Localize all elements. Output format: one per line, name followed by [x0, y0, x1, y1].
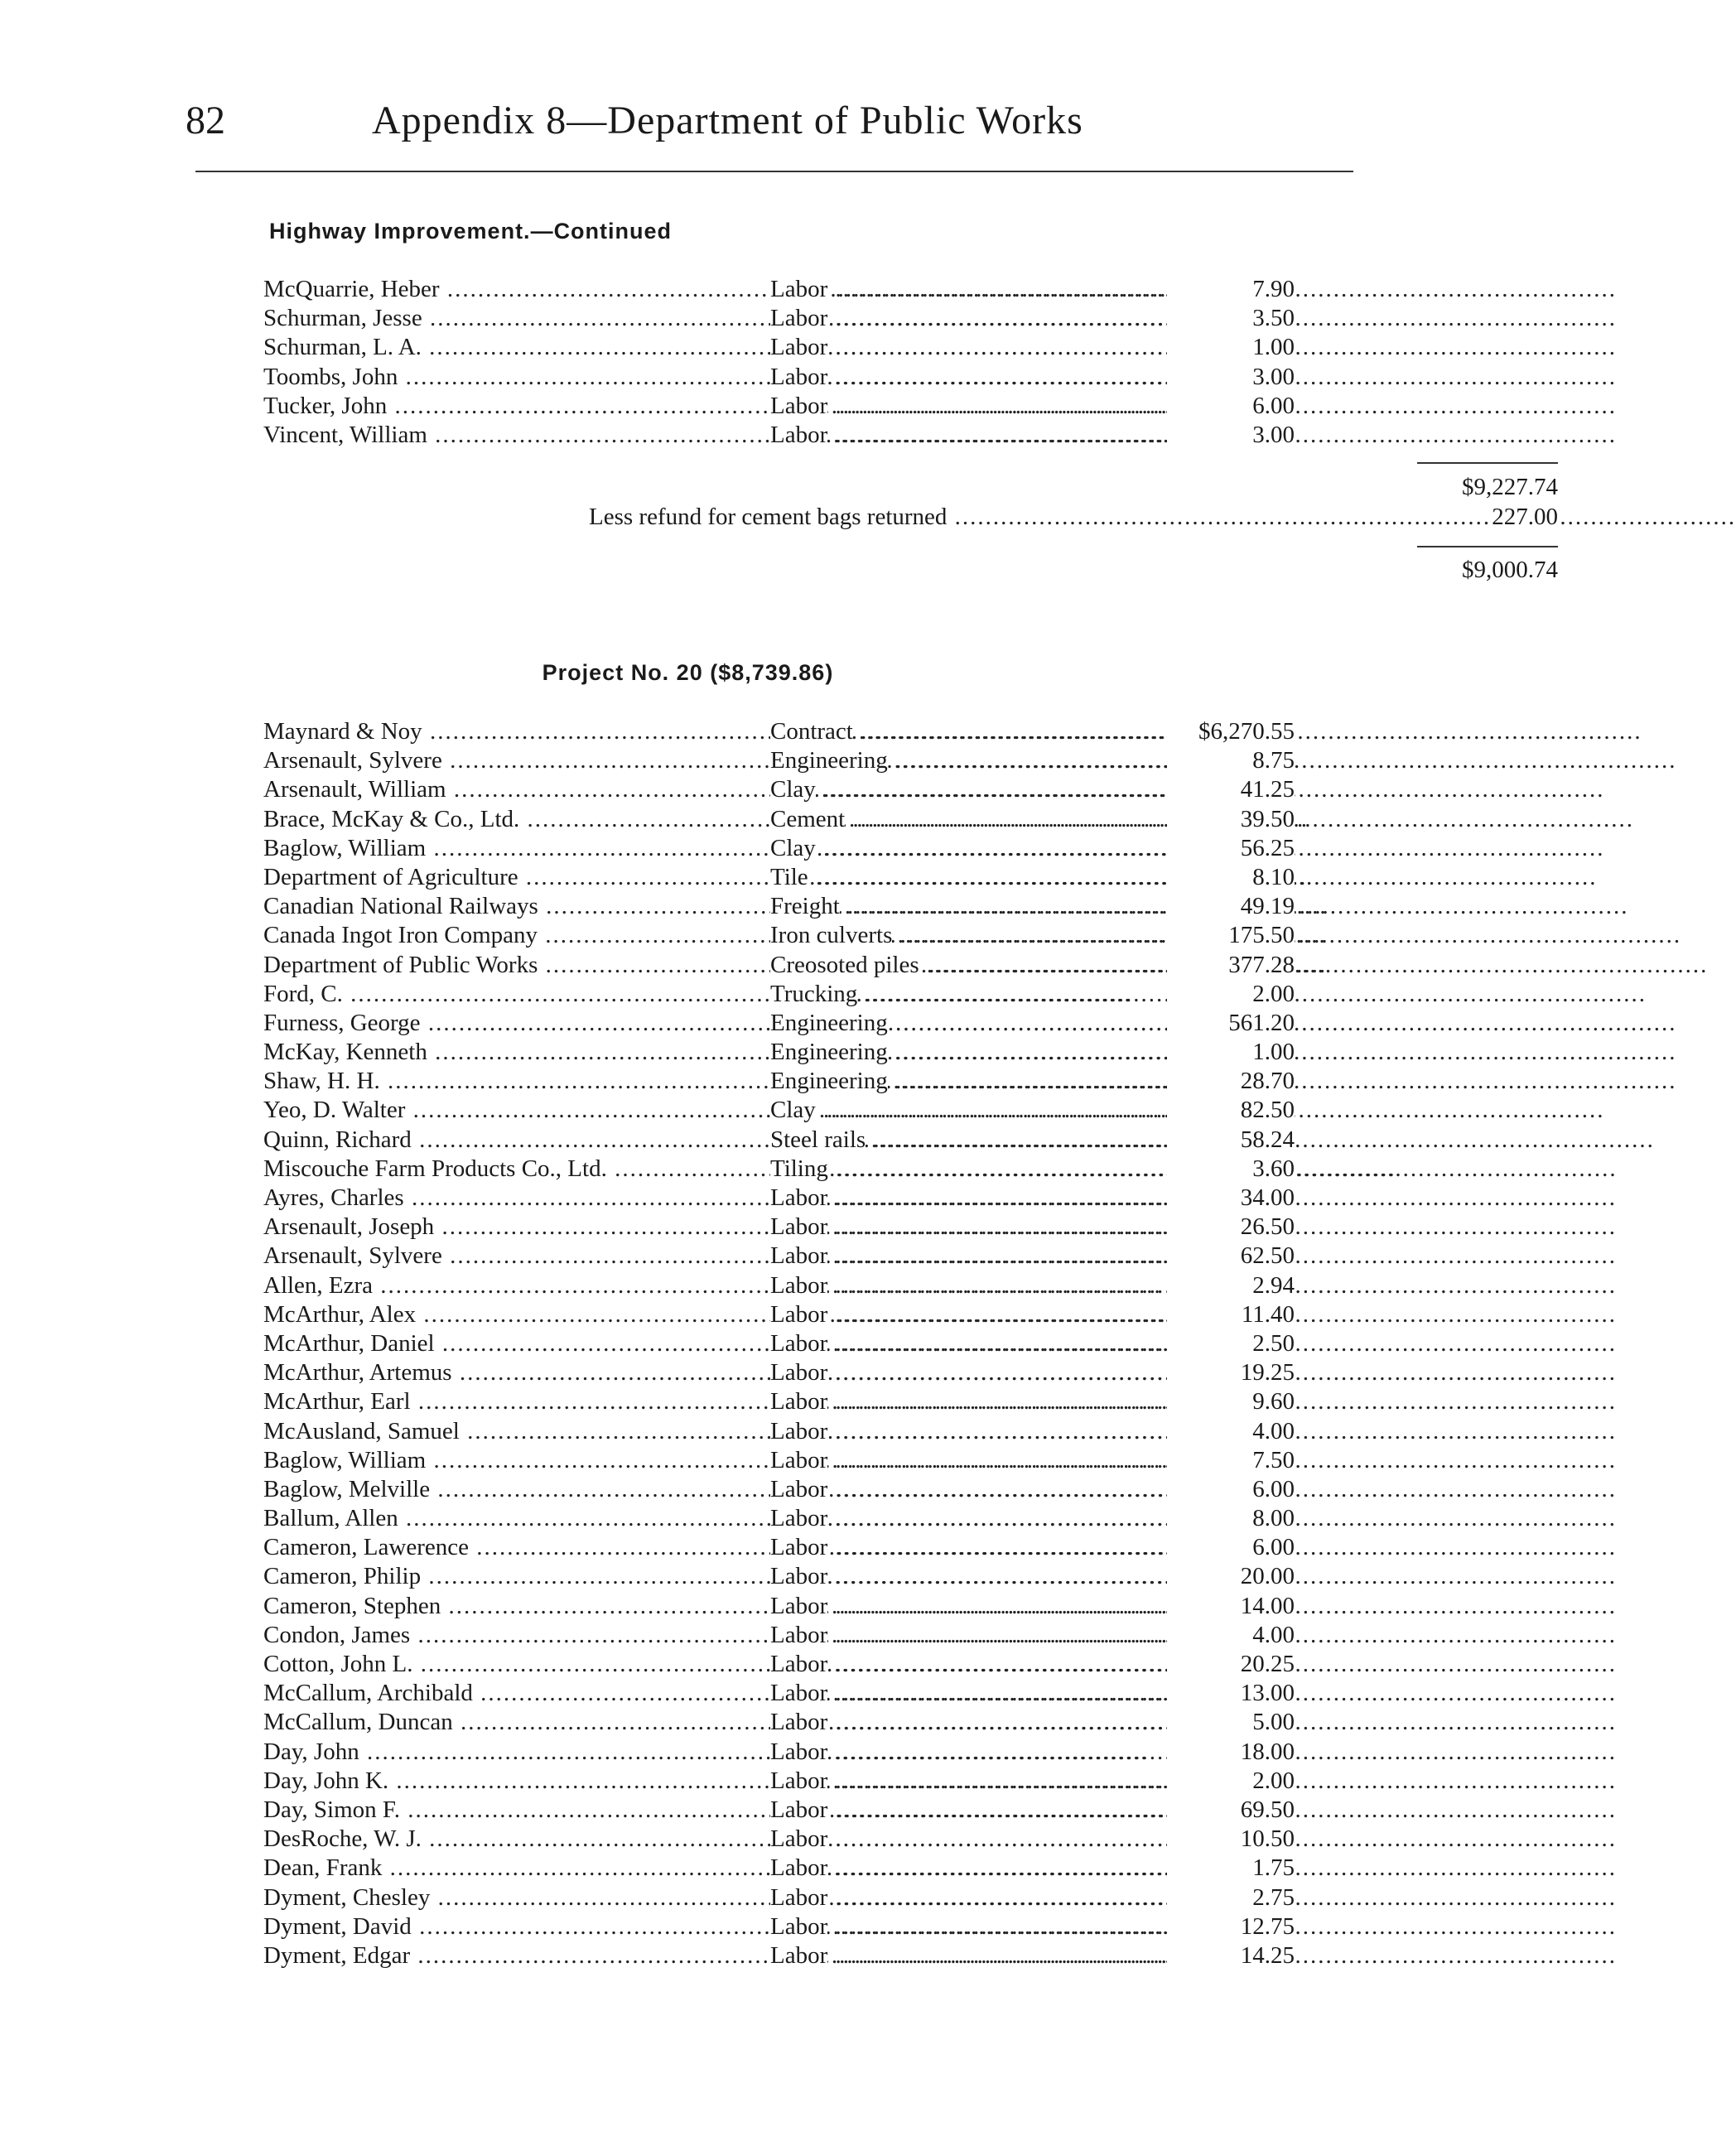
ledger-row	[263, 1767, 1295, 1796]
expense-item: Labor .....	[770, 1796, 1201, 1825]
amount: 2.75	[1167, 1883, 1295, 1912]
expense-item: Labor .....	[770, 1650, 1201, 1679]
amount: 13.00	[1167, 1679, 1295, 1708]
payee-name: Canadian National Railways .....	[263, 892, 770, 921]
payee-name: Day, Simon F. .....	[263, 1796, 770, 1825]
amount: 7.90	[1167, 275, 1295, 304]
ledger-row	[263, 1417, 1295, 1446]
payee-name: Baglow, William .....	[263, 1446, 770, 1475]
expense-item: Tiling .....	[770, 1155, 1201, 1184]
payee-name: Arsenault, William .....	[263, 775, 770, 804]
ledger-row	[263, 363, 1295, 392]
ledger-row	[263, 1912, 1295, 1941]
payee-name: Brace, McKay & Co., Ltd. .....	[263, 805, 770, 834]
amount: 2.94	[1167, 1271, 1295, 1300]
running-title: Appendix 8—Department of Public Works	[372, 99, 1083, 142]
payee-name: Tucker, John .....	[263, 392, 770, 421]
amount: 6.00	[1167, 1533, 1295, 1562]
subtotal-rule	[1417, 462, 1558, 464]
ledger-row	[263, 1271, 1295, 1300]
amount: 14.25	[1167, 1941, 1295, 1970]
payee-name: Yeo, D. Walter .....	[263, 1096, 770, 1125]
expense-item: Labor .....	[770, 1329, 1201, 1358]
amount: 49.19	[1167, 892, 1295, 921]
expense-item: Labor .....	[770, 1417, 1201, 1446]
payee-name: Day, John K. .....	[263, 1767, 770, 1796]
amount: 56.25	[1167, 834, 1295, 863]
amount: 6.00	[1167, 392, 1295, 421]
amount: 39.50	[1167, 805, 1295, 834]
total-rule	[1417, 546, 1558, 547]
section-heading-highway: Highway Improvement.—Continued	[269, 219, 673, 244]
payee-name: McKay, Kenneth .....	[263, 1038, 770, 1067]
expense-item: Labor .....	[770, 1300, 1201, 1329]
ledger-row	[263, 333, 1295, 362]
amount: 2.00	[1167, 1767, 1295, 1796]
amount: 19.25	[1167, 1358, 1295, 1387]
payee-name: McCallum, Archibald .....	[263, 1679, 770, 1708]
payee-name: McArthur, Alex .....	[263, 1300, 770, 1329]
amount: 3.60	[1167, 1155, 1295, 1184]
ledger-row	[263, 1096, 1295, 1125]
refund-label: Less refund for cement bags returned .....	[589, 502, 1434, 532]
expense-item: Labor .....	[770, 333, 1201, 362]
ledger-row	[263, 980, 1295, 1009]
amount: 82.50	[1167, 1096, 1295, 1125]
payee-name: Ayres, Charles .....	[263, 1184, 770, 1213]
ledger-row	[263, 304, 1295, 333]
expense-item: Engineering .....	[770, 1067, 1201, 1096]
amount: 2.50	[1167, 1329, 1295, 1358]
payee-name: McCallum, Duncan .....	[263, 1708, 770, 1737]
payee-name: McArthur, Daniel .....	[263, 1329, 770, 1358]
payee-name: McArthur, Earl .....	[263, 1387, 770, 1416]
expense-item: Clay .....	[770, 1096, 1201, 1125]
subtotal-row	[263, 472, 1558, 502]
payee-name: Maynard & Noy .....	[263, 717, 770, 746]
expense-item: Labor .....	[770, 1271, 1201, 1300]
payee-name: Cameron, Philip .....	[263, 1562, 770, 1591]
expense-item: Labor .....	[770, 1387, 1201, 1416]
payee-name: Baglow, William .....	[263, 834, 770, 863]
amount: 18.00	[1167, 1738, 1295, 1767]
ledger-row	[263, 1854, 1295, 1883]
expense-item: Labor .....	[770, 1533, 1201, 1562]
amount: 9.60	[1167, 1387, 1295, 1416]
ledger-row	[263, 1504, 1295, 1533]
ledger-row	[263, 1592, 1295, 1621]
ledger-row	[263, 1475, 1295, 1504]
ledger-row	[263, 392, 1295, 421]
expense-item: Labor .....	[770, 1679, 1201, 1708]
amount: 3.00	[1167, 421, 1295, 450]
expense-item: Labor .....	[770, 1767, 1201, 1796]
ledger-row	[263, 1708, 1295, 1737]
refund-amount: 227.00	[1488, 502, 1558, 532]
amount: 12.75	[1167, 1912, 1295, 1941]
amount: 8.10	[1167, 863, 1295, 892]
payee-name: Toombs, John .....	[263, 363, 770, 392]
expense-item: Tile .....	[770, 863, 1201, 892]
payee-name: Allen, Ezra .....	[263, 1271, 770, 1300]
payee-name: Cotton, John L. .....	[263, 1650, 770, 1679]
payee-name: McArthur, Artemus .....	[263, 1358, 770, 1387]
payee-name: McAusland, Samuel .....	[263, 1417, 770, 1446]
payee-name: Dean, Frank .....	[263, 1854, 770, 1883]
amount: 1.00	[1167, 1038, 1295, 1067]
ledger-row	[263, 1126, 1295, 1155]
expense-item: Clay .....	[770, 775, 1201, 804]
payee-name: Vincent, William .....	[263, 421, 770, 450]
ledger-row	[263, 1184, 1295, 1213]
amount: 26.50	[1167, 1213, 1295, 1242]
refund-row	[263, 502, 1558, 532]
amount: $6,270.55	[1167, 717, 1295, 746]
amount: 1.75	[1167, 1854, 1295, 1883]
total-amount: $9,000.74	[1459, 555, 1558, 585]
ledger-row	[263, 1621, 1295, 1650]
expense-item: Labor .....	[770, 1446, 1201, 1475]
expense-item: Labor .....	[770, 1242, 1201, 1271]
payee-name: McQuarrie, Heber .....	[263, 275, 770, 304]
ledger-row	[263, 805, 1295, 834]
ledger-row	[263, 1329, 1295, 1358]
expense-item: Labor .....	[770, 1941, 1201, 1970]
amount: 3.50	[1167, 304, 1295, 333]
ledger-project-20	[263, 717, 1295, 1970]
amount: 28.70	[1167, 1067, 1295, 1096]
expense-item: Labor .....	[770, 304, 1201, 333]
amount: 14.00	[1167, 1592, 1295, 1621]
amount: 1.00	[1167, 333, 1295, 362]
ledger-highway	[263, 275, 1558, 583]
payee-name: Quinn, Richard .....	[263, 1126, 770, 1155]
expense-item: Labor .....	[770, 1504, 1201, 1533]
payee-name: Cameron, Stephen .....	[263, 1592, 770, 1621]
ledger-row	[263, 1533, 1295, 1562]
amount: 8.75	[1167, 746, 1295, 775]
amount: 175.50	[1167, 921, 1295, 950]
expense-item: Contract .....	[770, 717, 1201, 746]
ledger-row	[263, 717, 1295, 746]
amount: 4.00	[1167, 1417, 1295, 1446]
payee-name: Cameron, Lawerence .....	[263, 1533, 770, 1562]
expense-item: Labor .....	[770, 275, 1201, 304]
expense-item: Labor .....	[770, 1825, 1201, 1854]
ledger-row	[263, 1358, 1295, 1387]
amount: 20.00	[1167, 1562, 1295, 1591]
payee-name: Schurman, L. A. .....	[263, 333, 770, 362]
expense-item: Labor .....	[770, 363, 1201, 392]
expense-item: Labor .....	[770, 1184, 1201, 1213]
payee-name: Department of Public Works .....	[263, 951, 770, 980]
payee-name: Baglow, Melville .....	[263, 1475, 770, 1504]
amount: 58.24	[1167, 1126, 1295, 1155]
ledger-row	[263, 1242, 1295, 1271]
ledger-row	[263, 834, 1295, 863]
expense-item: Labor .....	[770, 1738, 1201, 1767]
expense-item: Cement .....	[770, 805, 1201, 834]
ledger-row	[263, 421, 1295, 450]
ledger-row	[263, 892, 1295, 921]
expense-item: Clay .....	[770, 834, 1201, 863]
ledger-row	[263, 1825, 1295, 1854]
ledger-row	[263, 1562, 1295, 1591]
payee-name: Condon, James .....	[263, 1621, 770, 1650]
payee-name: Department of Agriculture .....	[263, 863, 770, 892]
payee-name: Dyment, David .....	[263, 1912, 770, 1941]
amount: 11.40	[1167, 1300, 1295, 1329]
payee-name: Canada Ingot Iron Company .....	[263, 921, 770, 950]
ledger-row	[263, 1213, 1295, 1242]
ledger-row	[263, 746, 1295, 775]
expense-item: Labor .....	[770, 1358, 1201, 1387]
amount: 7.50	[1167, 1446, 1295, 1475]
page-header	[186, 98, 1179, 156]
ledger-row	[263, 1067, 1295, 1096]
expense-item: Iron culverts .....	[770, 921, 1201, 950]
expense-item: Labor .....	[770, 421, 1201, 450]
payee-name: Arsenault, Joseph .....	[263, 1213, 770, 1242]
expense-item: Steel rails .....	[770, 1126, 1201, 1155]
expense-item: Labor .....	[770, 1854, 1201, 1883]
expense-item: Labor .....	[770, 1562, 1201, 1591]
expense-item: Labor .....	[770, 1912, 1201, 1941]
page-number: 82	[186, 99, 225, 142]
ledger-row	[263, 951, 1295, 980]
ledger-row	[263, 1796, 1295, 1825]
payee-name: Schurman, Jesse .....	[263, 304, 770, 333]
payee-name: Day, John .....	[263, 1738, 770, 1767]
amount: 8.00	[1167, 1504, 1295, 1533]
amount: 20.25	[1167, 1650, 1295, 1679]
payee-name: Dyment, Edgar .....	[263, 1941, 770, 1970]
payee-name: Miscouche Farm Products Co., Ltd. .....	[263, 1155, 770, 1184]
expense-item: Engineering .....	[770, 1009, 1201, 1038]
expense-item: Labor .....	[770, 392, 1201, 421]
expense-item: Labor .....	[770, 1708, 1201, 1737]
ledger-row	[263, 1679, 1295, 1708]
payee-name: Arsenault, Sylvere .....	[263, 1242, 770, 1271]
ledger-row	[263, 1300, 1295, 1329]
amount: 2.00	[1167, 980, 1295, 1009]
payee-name: Shaw, H. H. .....	[263, 1067, 770, 1096]
ledger-row	[263, 921, 1295, 950]
total-row	[263, 555, 1558, 585]
expense-item: Trucking .....	[770, 980, 1201, 1009]
expense-item: Labor .....	[770, 1213, 1201, 1242]
payee-name: DesRoche, W. J. .....	[263, 1825, 770, 1854]
expense-item: Labor .....	[770, 1475, 1201, 1504]
header-rule	[195, 171, 1353, 172]
ledger-row	[263, 275, 1295, 304]
amount: 377.28	[1167, 951, 1295, 980]
amount: 34.00	[1167, 1184, 1295, 1213]
amount: 62.50	[1167, 1242, 1295, 1271]
amount: 561.20	[1167, 1009, 1295, 1038]
ledger-row	[263, 1883, 1295, 1912]
amount: 41.25	[1167, 775, 1295, 804]
ledger-row	[263, 1155, 1295, 1184]
payee-name: Furness, George .....	[263, 1009, 770, 1038]
section-heading-project-20: Project No. 20 ($8,739.86)	[542, 660, 834, 685]
ledger-row	[263, 1009, 1295, 1038]
amount: 5.00	[1167, 1708, 1295, 1737]
ledger-row	[263, 1650, 1295, 1679]
amount: 6.00	[1167, 1475, 1295, 1504]
ledger-row	[263, 1941, 1295, 1970]
ledger-row	[263, 775, 1295, 804]
expense-item: Engineering .....	[770, 746, 1201, 775]
payee-name: Arsenault, Sylvere .....	[263, 746, 770, 775]
amount: 69.50	[1167, 1796, 1295, 1825]
ledger-row	[263, 1038, 1295, 1067]
expense-item: Creosoted piles .....	[770, 951, 1201, 980]
expense-item: Labor .....	[770, 1592, 1201, 1621]
ledger-row	[263, 863, 1295, 892]
ledger-row	[263, 1446, 1295, 1475]
payee-name: Ballum, Allen .....	[263, 1504, 770, 1533]
subtotal-amount: $9,227.74	[1459, 472, 1558, 502]
expense-item: Labor .....	[770, 1621, 1201, 1650]
amount: 3.00	[1167, 363, 1295, 392]
amount: 10.50	[1167, 1825, 1295, 1854]
expense-item: Freight .....	[770, 892, 1201, 921]
expense-item: Labor .....	[770, 1883, 1201, 1912]
payee-name: Ford, C. .....	[263, 980, 770, 1009]
payee-name: Dyment, Chesley .....	[263, 1883, 770, 1912]
amount: 4.00	[1167, 1621, 1295, 1650]
ledger-row	[263, 1738, 1295, 1767]
expense-item: Engineering .....	[770, 1038, 1201, 1067]
ledger-row	[263, 1387, 1295, 1416]
